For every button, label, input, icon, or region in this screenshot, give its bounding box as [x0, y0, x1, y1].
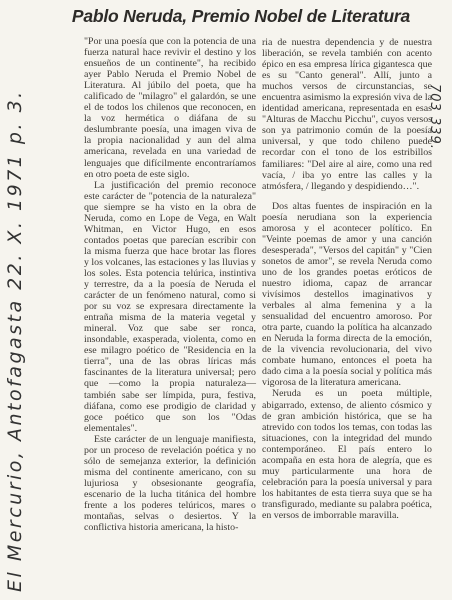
article-paragraph: Neruda es un poeta múltiple, abigarrado, extenso, de aliento cósmico y de gran ambición histórica, que se ha atrevido con todos los temas, con todas las situaciones, con la integridad del mundo contemporáneo. El país entero lo acompaña en esta hora de alegría, que es muy particularmente una hora de celebración para la poesía universal y para los habitantes de esta tierra suya que se ha transfigurado, mediante su palabra poética, en versos de imborrable maravilla.	[262, 388, 433, 521]
handwritten-source-note: El Mercurio, Antofagasta 22. X. 1971 p. 3.	[4, 89, 26, 592]
handwritten-catalog-number: 703 339.	[427, 84, 442, 150]
article-paragraph: Dos altas fuentes de inspiración en la poesía nerudiana son la experiencia amorosa y el acontecer político. En "Veinte poemas de amor y una canción desesperada", "Versos del capitán" y "Cien sonetos de amor", se revela Neruda como uno de los grandes poetas eróticos de nuestro idioma, capaz de arrancar vivísimos destellos imaginativos y verbales al alma femenina y a la sensualidad del encuentro amoroso. Por otra parte, cuando la política ha alcanzado en Neruda la forma directa de la emoción, de la vivencia revolucionaria, del vivo combate humano, entonces el poeta ha dado cima a la poesía social y política más vigorosa de la literatura americana.	[262, 200, 432, 389]
article-left-column	[84, 36, 256, 533]
article-paragraph: Este carácter de un lenguaje manifiesta, por un proceso de revelación poética y no sólo de semejanza exterior, la definición misma del continente americano, con su lujuriosa y obsesionante geografía, escenario de la lucha titánica del hombre frente a los poderes telúricos, mares o montañas, selvas o desiertos. Y la conflictiva historia americana, la histo-	[84, 433, 256, 534]
article-headline: Pablo Neruda, Premio Nobel de Literatura	[71, 6, 411, 26]
article-paragraph: La justificación del premio reconoce este carácter de "potencia de la naturaleza" que siempre se ha visto en la obra de Neruda, como en Lope de Vega, en Walt Whitman, en Victor Hugo, en esos contados poetas que parecían escribir con la misma fuerza que hace brotar las flores y los volcanes, las estaciones y las lluvias y los soles. Esta potencia telúrica, instintiva y terrestre, da a la poesía de Neruda el carácter de un fenómeno natural, como si por su voz se expresara directamente la entraña misma de la materia vegetal y mineral. Voz que sabe ser ronca, insondable, exasperada, violenta, como en ese milagro poético de "Residencia en la tierra", una de las obras líricas más fascinantes de la literatura universal; pero que —como la propia naturaleza— también sabe ser límpida, pura, festiva, diáfana, como ese prodigio de claridad y goce poético que son los "Odas elementales".	[84, 179, 256, 434]
article-paragraph: ria de nuestra dependencia y de nuestra liberación, se revela también con acento épico en esa empresa lírica gigantesca que es su "Canto general". Allí, junto a muchos versos de circunstancias, se encuentra asimismo la expresión viva de la identidad americana, representada en esas "Alturas de Macchu Picchu", cuyos versos son ya patrimonio común de la poesía universal, y que todo chileno puede recordar con el tono de los estribillos familiares: "Del aire al aire, como una red vacía, / iba yo entre las calles y la atmósfera, / llegando y despidiendo…".	[262, 37, 433, 192]
article-right-column	[262, 37, 432, 521]
article-paragraph: "Por una poesía que con la potencia de una fuerza natural hace revivir el destino y los ensueños de un continente", ha recibido ayer Pablo Neruda el Premio Nobel de Literatura. Al júbilo del poeta, que ha calificado de "milagro" el galardón, se une el de todos los chilenos que reconocen, en la voz hermética o diáfana de su deslumbrante poesía, una imagen viva de la propia nacionalidad y aun del alma americana, revelada en una variedad de lenguajes que difícilmente encontraríamos en otro poeta de este siglo.	[84, 36, 256, 180]
